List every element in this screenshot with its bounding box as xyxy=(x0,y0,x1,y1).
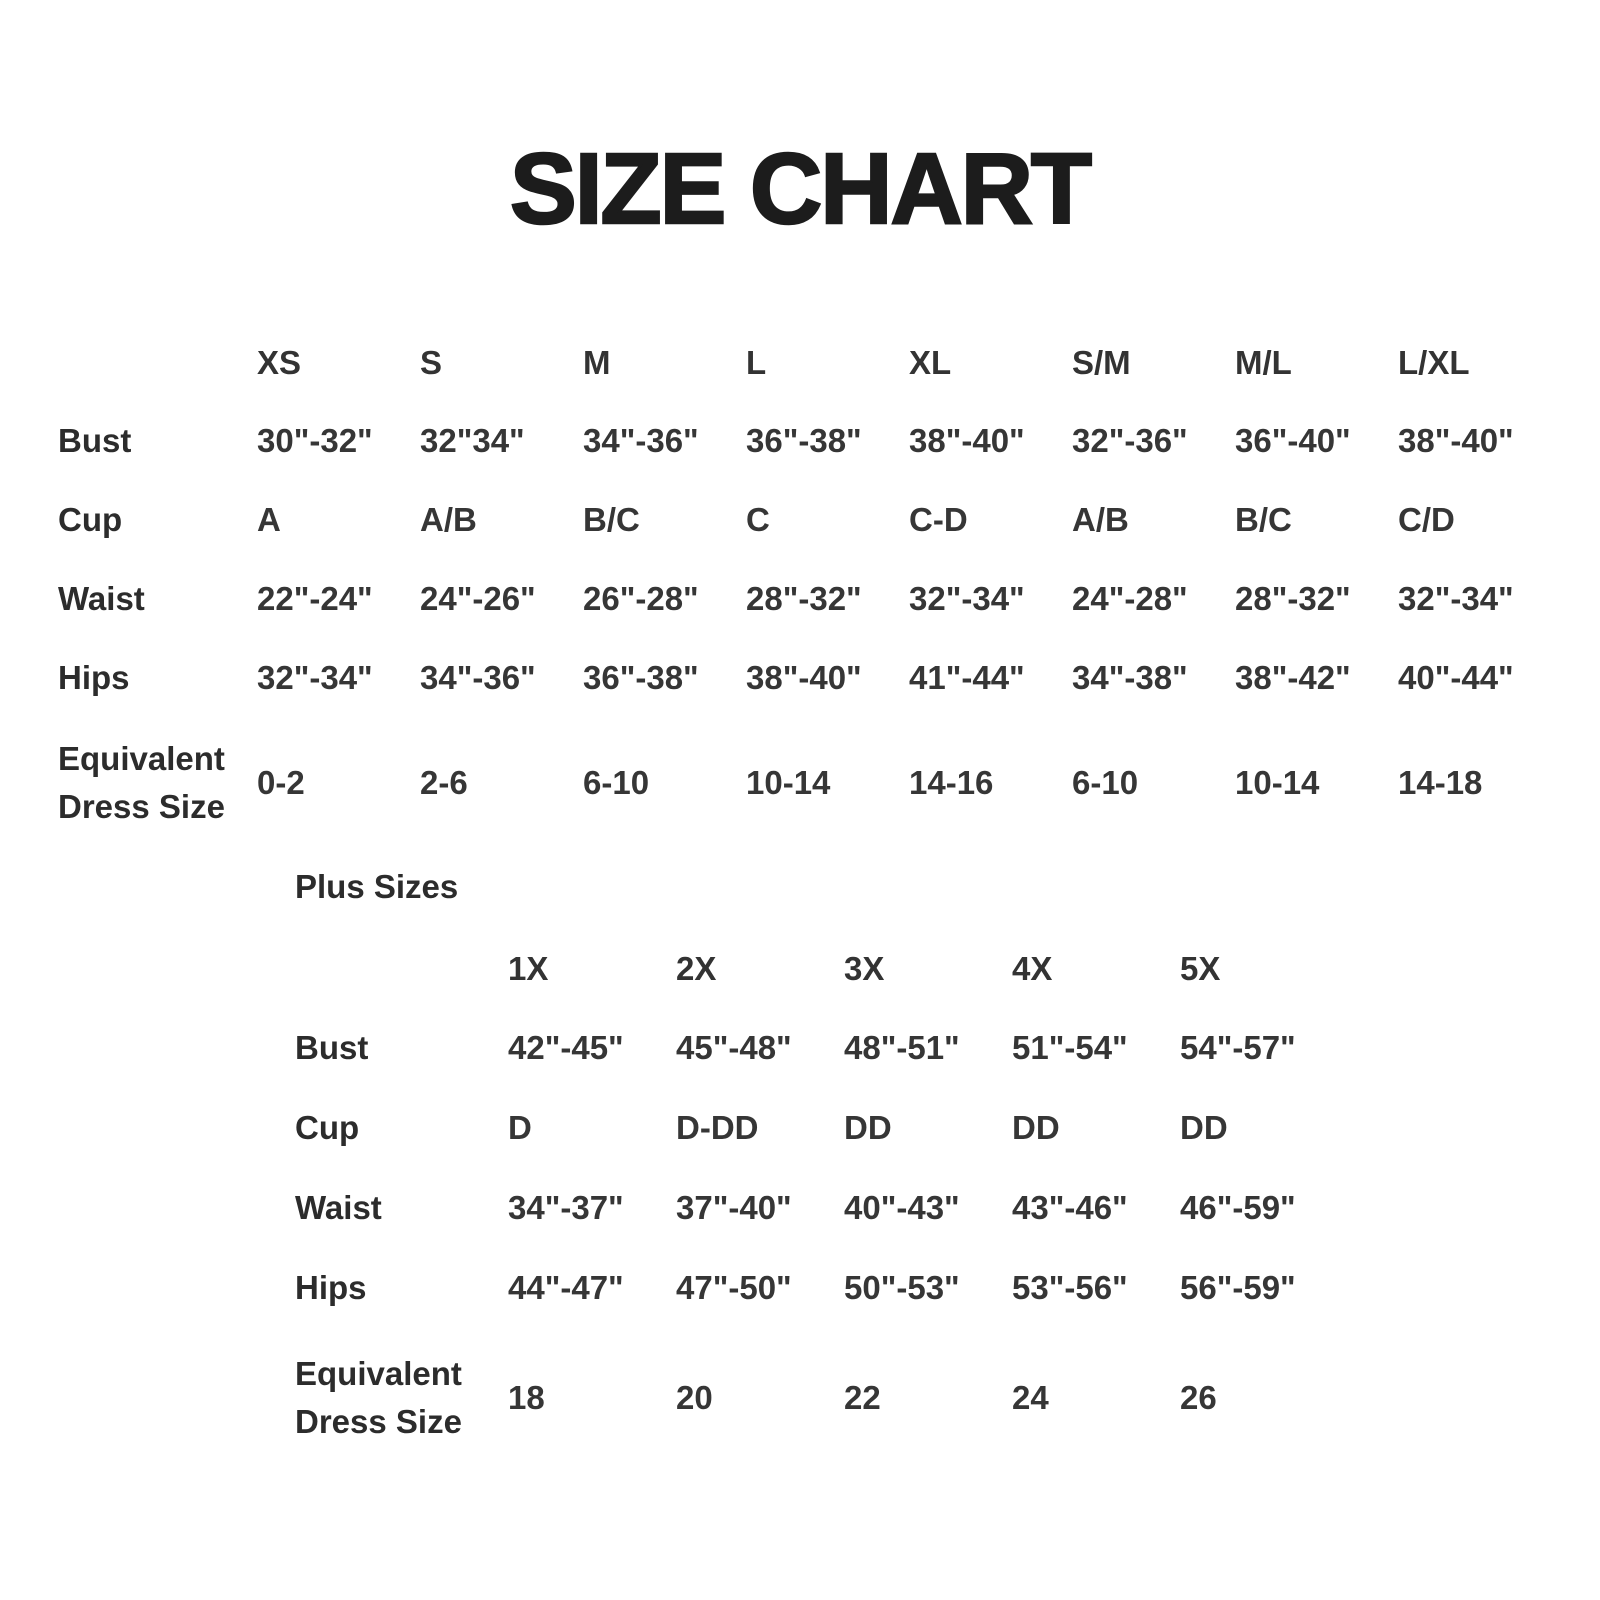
table-cell-value: 46"-59" xyxy=(1180,1189,1296,1226)
column-header: M xyxy=(583,344,611,381)
row-label-line: Waist xyxy=(58,579,145,617)
table-cell-value: 36"-38" xyxy=(583,658,699,696)
table-cell-value: 34"-37" xyxy=(508,1189,624,1226)
row-label xyxy=(295,1104,508,1152)
row-label-line: Cup xyxy=(295,1109,360,1147)
row-label xyxy=(58,654,257,702)
table-cell-value: 38"-40" xyxy=(746,658,862,696)
column-header: 3X xyxy=(844,949,885,987)
row-label-line: Hips xyxy=(58,658,130,696)
table-cell-value: 44"-47" xyxy=(508,1269,624,1306)
table-cell-value: 0-2 xyxy=(257,764,305,801)
table-cell-value: 32"-34" xyxy=(909,579,1025,617)
column-header: S/M xyxy=(1072,344,1131,381)
table-cell-value: 2-6 xyxy=(420,764,468,801)
table-cell-value: 56"-59" xyxy=(1180,1269,1296,1306)
row-label-line: Bust xyxy=(58,422,132,460)
column-header: L xyxy=(746,344,767,381)
table-cell-value: 10-14 xyxy=(746,764,831,801)
column-header: S xyxy=(420,344,443,381)
row-label xyxy=(58,575,257,623)
row-label-line: Cup xyxy=(58,500,123,538)
table-cell-value: DD xyxy=(1180,1109,1228,1146)
column-header: M/L xyxy=(1235,344,1292,381)
table-cell-value: 32"-36" xyxy=(1072,422,1188,459)
table-cell-value: C-D xyxy=(909,500,968,538)
table-cell-value: 28"-32" xyxy=(746,579,862,617)
table-cell-value: 36"-40" xyxy=(1235,422,1351,459)
table-cell-value: 6-10 xyxy=(1072,764,1139,801)
row-label-line: Waist xyxy=(295,1189,382,1227)
table-cell-value: B/C xyxy=(1235,500,1292,538)
row-label xyxy=(58,735,257,831)
table-cell-value: 42"-45" xyxy=(508,1029,624,1066)
table-cell-value: 24 xyxy=(1012,1379,1049,1416)
table-cell-value: 22"-24" xyxy=(257,579,373,617)
table-cell-value: 22 xyxy=(844,1379,881,1416)
table-cell-value: A xyxy=(257,500,281,538)
table-cell-value: 54"-57" xyxy=(1180,1029,1296,1066)
table-cell-value: C/D xyxy=(1398,500,1455,538)
table-cell-value: 24"-26" xyxy=(420,579,536,617)
table-cell-value: 45"-48" xyxy=(676,1029,792,1066)
row-label-line: Equivalent xyxy=(295,1355,462,1393)
table-cell-value: 30"-32" xyxy=(257,422,373,459)
table-cell-value: D xyxy=(508,1109,532,1146)
table-cell-value: 28"-32" xyxy=(1235,579,1351,617)
table-cell-value: B/C xyxy=(583,500,640,538)
table-cell-value: 34"-36" xyxy=(583,422,699,459)
row-label xyxy=(58,417,257,465)
table-cell-value: 14-18 xyxy=(1398,764,1483,801)
table-cell-value: 53"-56" xyxy=(1012,1269,1128,1306)
table-cell-value: 47"-50" xyxy=(676,1269,792,1306)
row-label-line: Hips xyxy=(295,1269,367,1307)
table-cell-value: 34"-36" xyxy=(420,658,536,696)
column-header: XS xyxy=(257,344,302,381)
table-cell-value: 26 xyxy=(1180,1379,1217,1416)
plus-sizes-table xyxy=(295,929,1348,1468)
table-cell-value: 38"-42" xyxy=(1235,658,1351,696)
column-header: 2X xyxy=(676,949,717,987)
row-label-line: Dress Size xyxy=(295,1403,462,1440)
table-cell-value: 6-10 xyxy=(583,764,650,801)
table-cell-value: 38"-40" xyxy=(1398,422,1514,459)
table-cell-value: 32"-34" xyxy=(257,658,373,696)
table-cell-value: 26"-28" xyxy=(583,579,699,617)
table-cell-value: DD xyxy=(1012,1109,1060,1146)
table-cell-value: D-DD xyxy=(676,1109,759,1146)
column-header: 1X xyxy=(508,949,549,987)
page-title: SIZE CHART xyxy=(510,133,1090,245)
table-cell-value: 40"-44" xyxy=(1398,658,1514,696)
row-label xyxy=(295,1184,508,1232)
column-header: 4X xyxy=(1012,949,1053,987)
table-cell-value: 20 xyxy=(676,1379,713,1416)
row-label xyxy=(295,1264,508,1312)
table-cell-value: 43"-46" xyxy=(1012,1189,1128,1226)
table-cell-value: 34"-38" xyxy=(1072,658,1188,696)
table-cell-value: C xyxy=(746,500,770,538)
table-cell-value: 40"-43" xyxy=(844,1189,960,1226)
table-cell-value: 10-14 xyxy=(1235,764,1320,801)
row-label xyxy=(295,1024,508,1072)
column-header: 5X xyxy=(1180,949,1221,987)
table-cell-value: 32"34" xyxy=(420,422,525,459)
plus-sizes-heading: Plus Sizes xyxy=(295,868,459,905)
row-label xyxy=(58,496,257,544)
row-label-line: Dress Size xyxy=(58,788,225,825)
table-cell-value: 41"-44" xyxy=(909,658,1025,696)
table-cell-value: 14-16 xyxy=(909,764,994,801)
row-label-line: Equivalent xyxy=(58,740,225,778)
table-cell-value: 51"-54" xyxy=(1012,1029,1128,1066)
column-header: L/XL xyxy=(1398,344,1470,381)
row-label xyxy=(295,1350,508,1446)
table-cell-value: 36"-38" xyxy=(746,422,862,459)
table-cell-value: A/B xyxy=(420,500,477,538)
table-cell-value: 18 xyxy=(508,1379,545,1416)
table-cell-value: DD xyxy=(844,1109,892,1146)
table-cell-value: 24"-28" xyxy=(1072,579,1188,617)
table-cell-value: 37"-40" xyxy=(676,1189,792,1226)
column-header: XL xyxy=(909,344,952,381)
table-cell-value: 48"-51" xyxy=(844,1029,960,1066)
table-cell-value: 38"-40" xyxy=(909,422,1025,459)
table-cell-value: 32"-34" xyxy=(1398,579,1514,617)
standard-sizes-table xyxy=(58,324,1561,849)
table-cell-value: A/B xyxy=(1072,500,1129,538)
table-cell-value: 50"-53" xyxy=(844,1269,960,1306)
row-label-line: Bust xyxy=(295,1029,369,1067)
